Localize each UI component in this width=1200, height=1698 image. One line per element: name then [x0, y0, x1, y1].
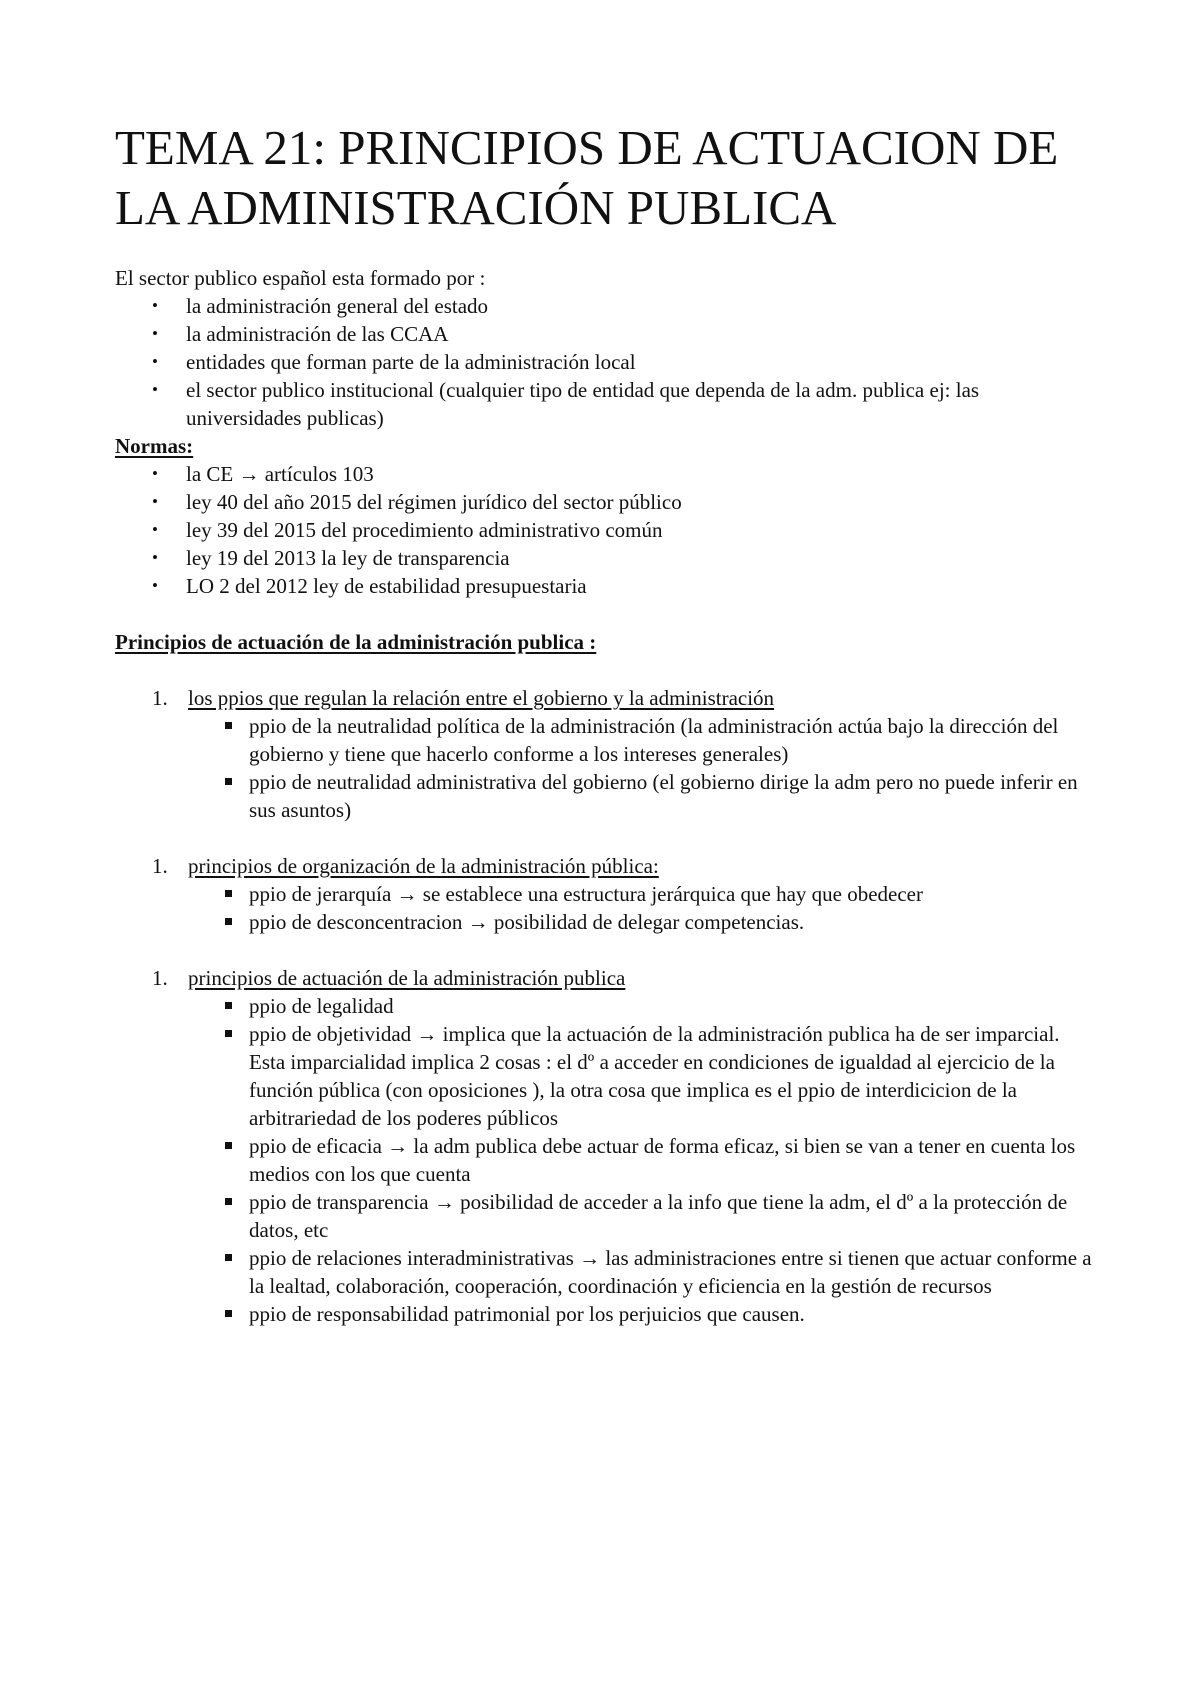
- square-bullet-icon: [225, 992, 249, 1020]
- list-item: • la CE → artículos 103: [152, 462, 374, 486]
- list-item: ppio de relaciones interadministrativas → las administraciones entre si tienen que actuar conforme a la lealtad, colaboración, cooperación, coordinación y eficiencia en la gestión de recursos: [225, 1244, 1095, 1300]
- list-item: • ley 40 del año 2015 del régimen jurídico del sector público: [152, 490, 682, 514]
- bullet-icon: •: [152, 492, 158, 511]
- section-relacion-gobierno: [115, 684, 1095, 824]
- square-bullet-icon: [225, 1188, 249, 1244]
- section-title: 1. los ppios que regulan la relación entre el gobierno y la administración: [152, 686, 775, 710]
- square-bullet-icon: [225, 1300, 249, 1328]
- list-item: ppio de transparencia → posibilidad de acceder a la info que tiene la adm, el dº a la protección de datos, etc: [225, 1188, 1095, 1244]
- section-number: 1.: [152, 966, 168, 990]
- list-item: • ley 19 del 2013 la ley de transparencia: [152, 546, 510, 570]
- section-title: 1. principios de actuación de la administración publica: [152, 966, 626, 990]
- list-item: ppio de responsabilidad patrimonial por los perjuicios que causen.: [225, 1300, 1095, 1328]
- sector-list: [115, 292, 1095, 432]
- square-bullet-icon: [225, 1244, 249, 1300]
- normas-list: [115, 460, 1095, 600]
- bullet-icon: •: [152, 548, 158, 567]
- bullet-icon: •: [152, 324, 158, 343]
- square-bullet-icon: [225, 908, 249, 936]
- list-item: • entidades que forman parte de la administración local: [152, 350, 636, 374]
- square-bullet-icon: [225, 1132, 249, 1188]
- bullet-icon: •: [152, 576, 158, 595]
- square-bullet-icon: [225, 712, 249, 768]
- section-actuacion: [115, 964, 1095, 1328]
- list-item: ppio de desconcentracion → posibilidad de delegar competencias.: [225, 908, 1095, 936]
- section-title: 1. principios de organización de la administración pública:: [152, 854, 659, 878]
- bullet-icon: •: [152, 520, 158, 539]
- intro-text: El sector publico español esta formado por :: [115, 266, 486, 290]
- list-item: • ley 39 del 2015 del procedimiento administrativo común: [152, 518, 663, 542]
- page-title: TEMA 21: PRINCIPIOS DE ACTUACION DE LA ADMINISTRACIÓN PUBLICA: [115, 120, 1059, 235]
- list-item: • la administración general del estado: [152, 294, 489, 318]
- bullet-icon: •: [152, 380, 158, 399]
- list-item: • LO 2 del 2012 ley de estabilidad presupuestaria: [152, 574, 587, 598]
- normas-heading: Normas:: [115, 434, 194, 458]
- list-item: ppio de objetividad → implica que la actuación de la administración publica ha de ser imparcial. Esta imparcialidad implica 2 cosas : el dº a acceder en condiciones de igualdad al ejercicio de la función pública (con oposiciones ), la otra cosa que implica es el ppio de interdicicion de la arbitrariedad de los poderes públicos: [225, 1020, 1095, 1132]
- section-organizacion: [115, 852, 1095, 936]
- list-item: • el sector publico institucional (cualquier tipo de entidad que dependa de la adm. publica ej: las universidades publicas): [152, 378, 980, 430]
- list-item: ppio de legalidad: [225, 992, 1095, 1020]
- list-item: ppio de eficacia → la adm publica debe actuar de forma eficaz, si bien se van a tener en cuenta los medios con los que cuenta: [225, 1132, 1095, 1188]
- list-item: ppio de neutralidad administrativa del gobierno (el gobierno dirige la adm pero no puede inferir en sus asuntos): [225, 768, 1095, 824]
- bullet-icon: •: [152, 464, 158, 483]
- square-bullet-icon: [225, 1020, 249, 1132]
- principios-heading: Principios de actuación de la administración publica :: [115, 630, 597, 654]
- document-body: [115, 264, 1095, 1328]
- square-bullet-icon: [225, 880, 249, 908]
- bullet-icon: •: [152, 352, 158, 371]
- bullet-icon: •: [152, 296, 158, 315]
- section-number: 1.: [152, 686, 168, 710]
- list-item: • la administración de las CCAA: [152, 322, 449, 346]
- list-item: ppio de jerarquía → se establece una estructura jerárquica que hay que obedecer: [225, 880, 1095, 908]
- section-number: 1.: [152, 854, 168, 878]
- square-bullet-icon: [225, 768, 249, 824]
- list-item: ppio de la neutralidad política de la administración (la administración actúa bajo la dirección del gobierno y tiene que hacerlo conforme a los intereses generales): [225, 712, 1095, 768]
